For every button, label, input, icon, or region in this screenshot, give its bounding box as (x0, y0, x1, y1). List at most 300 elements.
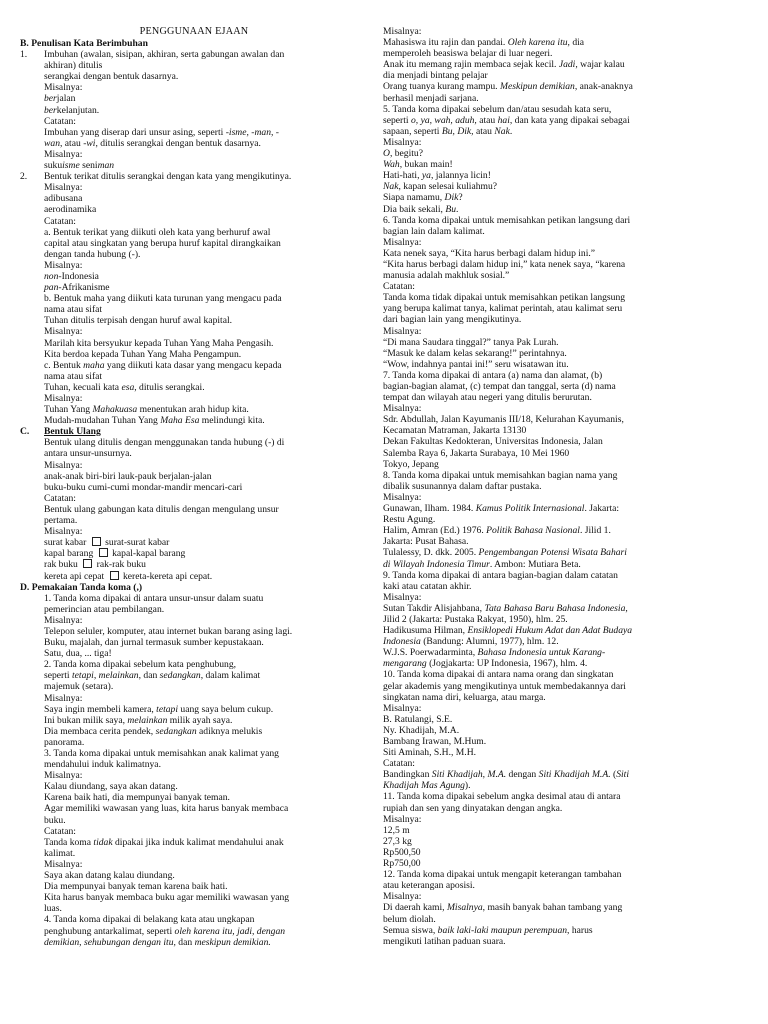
text-line (383, 48, 755, 59)
text-run: Kecamatan Matraman, Jakarta 13130 (383, 425, 527, 437)
text-line (20, 881, 368, 892)
text-run: non (44, 270, 59, 282)
text-line (20, 171, 368, 182)
text-line (20, 726, 368, 737)
text-run: Hati-hati, (383, 170, 422, 182)
text-line (20, 404, 368, 415)
text-run: Kamus Politik Internasional (475, 503, 585, 515)
text-run: Siti Khadijah, M.A. (431, 769, 507, 781)
text-run: aerodinamika (44, 204, 97, 216)
text-line (20, 670, 368, 681)
text-run: ( (610, 769, 617, 781)
text-line (383, 625, 755, 636)
text-run: Bentuk ulang gabungan kata ditulis dengan mengulang unsur (44, 503, 279, 515)
text-line (383, 914, 755, 925)
text-run: dari bagian lain yang mengikutinya. (383, 314, 522, 326)
text-run: Catatan: (44, 115, 76, 127)
text-line (20, 282, 368, 293)
text-run: Rp500,50 (383, 846, 421, 858)
list-marker: C. (20, 426, 30, 438)
text-run: hai (497, 114, 510, 126)
text-run: (Jogjakarta: UP Indonesia, 1967), hlm. 4. (426, 658, 588, 670)
text-run: Saya ingin membeli kamera, (44, 703, 157, 715)
text-run: Ini bukan milik saya, (44, 714, 128, 726)
text-run: baik laki-laki maupun perempuan (437, 924, 568, 936)
text-line (20, 515, 368, 526)
text-run: nama atau sifat (44, 304, 103, 316)
text-line (20, 460, 368, 471)
text-line (383, 769, 755, 780)
text-run: Dia membaca cerita pendek, (44, 725, 156, 737)
text-run: , kapan selesai kuliahmu? (398, 181, 498, 193)
text-run: Mudah-mudahan Tuhan Yang (44, 415, 161, 427)
text-run: Khadijah Mas Agung (383, 780, 465, 792)
text-line (383, 181, 755, 192)
text-run: yang diikuti kata dasar yang mengacu kepada (104, 359, 282, 371)
text-line (383, 858, 755, 869)
text-line (20, 837, 368, 848)
right-column (383, 26, 755, 947)
text-line (383, 869, 755, 880)
text-run: Tulalessy, D. dkk. 2005. (383, 547, 479, 559)
text-run: kapal-kapal barang (109, 548, 186, 560)
text-line (383, 514, 755, 525)
text-line (383, 658, 755, 669)
text-line (20, 504, 368, 515)
box-glyph-icon (83, 559, 92, 568)
page-title (20, 26, 368, 38)
text-line (20, 338, 368, 349)
text-run: Pengembangan Potensi Wisata Bahari (478, 547, 627, 559)
text-run: sedangkan (155, 725, 197, 737)
text-line (383, 93, 755, 104)
text-run: Misalnya: (383, 891, 422, 903)
text-run: tidak (93, 836, 113, 848)
text-run: . Jakarta: (584, 503, 620, 515)
text-run: Tuhan ditulis terpisah dengan huruf awal kapital. (44, 315, 233, 327)
text-line (20, 737, 368, 748)
text-run: demikian, sehubungan dengan itu, (44, 936, 176, 948)
text-run: 1. Tanda koma dipakai di antara unsur-unsur dalam suatu (44, 592, 264, 604)
text-line (20, 138, 368, 149)
text-run: ber (44, 93, 57, 105)
text-run: , wajar kalau (575, 59, 625, 71)
text-run: di Wilayah Indonesia Timur (383, 558, 490, 570)
text-line (383, 303, 755, 314)
text-run: panorama. (44, 736, 85, 748)
text-run: rak-rak buku (94, 559, 146, 571)
text-run: Marilah kita bersyukur kepada Tuhan Yang Maha Pengasih. (44, 337, 274, 349)
text-line (383, 669, 755, 680)
text-line (20, 105, 368, 116)
text-run: , dia (567, 37, 585, 49)
text-line (383, 525, 755, 536)
text-run: a. Bentuk terikat yang diikuti oleh kata yang berhuruf awal (44, 226, 271, 238)
text-line (20, 116, 368, 127)
text-line (383, 536, 755, 547)
text-run: Dia mempunyai banyak teman karena baik hati. (44, 881, 228, 893)
text-run: kaki atau catatan akhir. (383, 580, 472, 592)
text-run: Misalnya: (44, 148, 83, 160)
text-line (20, 127, 368, 138)
text-line (20, 382, 368, 393)
text-run: antara unsur-unsurnya. (44, 448, 132, 460)
text-run: Imbuhan yang diserap dari unsur asing, seperti (44, 126, 226, 138)
text-line (20, 903, 368, 914)
text-line (20, 792, 368, 803)
text-run: oleh karena itu, jadi, dengan (174, 925, 286, 937)
text-line (20, 371, 368, 382)
text-run: , atau (60, 137, 84, 149)
text-run: atau (473, 125, 495, 137)
text-run: Gunawan, Ilham. 1984. (383, 503, 476, 515)
text-run: pan (44, 282, 59, 294)
text-run: esa (121, 381, 135, 393)
text-run: Catatan: (44, 492, 76, 504)
text-run: c. Bentuk (44, 359, 84, 371)
text-run: 8. Tanda koma dipakai untuk memisahkan bagian nama yang (383, 469, 618, 481)
text-run: surat kabar (44, 537, 89, 549)
text-line (383, 204, 755, 215)
text-run: , anak-anaknya (574, 81, 633, 93)
text-run: dan (175, 936, 195, 948)
text-run: tetapi (71, 670, 94, 682)
text-run: Misalnya: (44, 858, 83, 870)
text-line (383, 259, 755, 270)
text-line (20, 193, 368, 204)
text-line (20, 604, 368, 615)
text-line (383, 170, 755, 181)
text-line (383, 314, 755, 325)
text-line (383, 215, 755, 226)
text-run: dia menjadi bintang pelajar (383, 70, 488, 82)
text-run: Catatan: (44, 215, 76, 227)
text-run: 4. Tanda koma dipakai di belakang kata atau ungkapan (44, 914, 255, 926)
text-line (383, 714, 755, 725)
text-run: Misalnya: (44, 326, 83, 338)
text-line (20, 49, 368, 60)
text-run: , ditulis serangkai. (134, 381, 205, 393)
text-run: Jakarta: Pusat Bahasa. (383, 536, 469, 548)
section-heading: Bentuk Ulang (44, 426, 101, 438)
text-line (383, 492, 755, 503)
text-line (383, 348, 755, 359)
text-run: buku-buku cumi-cumi mondar-mandir mencari-cari (44, 481, 243, 493)
text-run: kapal barang (44, 548, 96, 560)
text-line (20, 471, 368, 482)
text-run: Nak (383, 181, 399, 193)
text-line (383, 192, 755, 203)
text-line (20, 249, 368, 260)
text-run: Tanda koma (44, 836, 94, 848)
text-line (383, 681, 755, 692)
text-run: Semua siswa, (383, 924, 438, 936)
text-run: “Kita harus berbagi dalam hidup ini,” kata nenek saya, “karena (383, 258, 626, 270)
text-line (20, 715, 368, 726)
text-run: 5. Tanda koma dipakai sebelum dan/atau sesudah kata seru, (383, 103, 612, 115)
text-line (20, 681, 368, 692)
text-run: Misalnya (446, 902, 483, 914)
text-run: Indonesia (383, 636, 421, 648)
text-run: Misalnya: (383, 136, 422, 148)
text-run: , jalannya licin! (430, 170, 491, 182)
text-line (20, 759, 368, 770)
text-line (383, 448, 755, 459)
text-run: 10. Tanda koma dipakai di antara nama orang dan singkatan (383, 669, 614, 681)
text-run: kelanjutan. (56, 104, 100, 116)
left-column (20, 26, 368, 948)
text-line (383, 270, 755, 281)
text-line (20, 415, 368, 426)
text-line (20, 826, 368, 837)
text-run: , dan (138, 670, 160, 682)
text-run: Bambang Irawan, M.Hum. (383, 736, 487, 747)
text-line (383, 547, 755, 558)
text-run: Mahakuasa (92, 404, 138, 416)
text-run: mengikuti latihan paduan suara. (383, 935, 506, 947)
text-line (20, 293, 368, 304)
text-run: Kita berdoa kepada Tuhan Yang Maha Pengampun. (44, 348, 242, 360)
text-run: Dia baik sekali, (383, 203, 446, 215)
text-run: Siti Khadijah M.A. (538, 769, 611, 781)
text-line (20, 859, 368, 870)
text-run: Ensiklopedi Hukum Adat dan Adat Budaya (467, 625, 633, 637)
text-run: Sdr. Abdullah, Jalan Kayumanis III/18, Kelurahan Kayumanis, (383, 414, 624, 426)
text-run: Misalnya: (383, 491, 422, 503)
text-line (20, 326, 368, 337)
text-run: Catatan: (383, 281, 415, 293)
text-line (383, 614, 755, 625)
text-line (20, 548, 368, 559)
text-run: dibalik susunannya dalam daftar pustaka. (383, 480, 542, 492)
text-run: , masih banyak bahan tambang yang (482, 902, 623, 914)
text-run: Misalnya: (383, 702, 422, 714)
text-run: , bukan main! (399, 159, 453, 171)
text-line (20, 493, 368, 504)
text-run: dengan (506, 769, 539, 781)
text-run: Anak itu memang rajin membaca sejak kecil. (383, 59, 559, 71)
text-line (383, 559, 755, 570)
text-run: Catatan: (383, 758, 415, 770)
text-line (20, 659, 368, 670)
text-run: , (625, 602, 628, 614)
text-run: serangkai dengan bentuk dasarnya. (44, 71, 179, 83)
text-run: Siti (616, 769, 629, 781)
text-line (383, 326, 755, 337)
text-line (383, 248, 755, 259)
text-line (20, 360, 368, 371)
text-line (383, 414, 755, 425)
text-run: Tuhan, kecuali kata (44, 381, 122, 393)
text-line (383, 159, 755, 170)
text-run: Karena baik hati, dia mempunyai banyak teman. (44, 792, 230, 804)
text-line (20, 93, 368, 104)
text-line (383, 891, 755, 902)
text-line (20, 60, 368, 71)
text-run: Dekan Fakultas Kedokteran, Universitas Indonesia, Jalan (383, 436, 603, 448)
text-line (383, 281, 755, 292)
text-line (20, 537, 368, 548)
text-run: Jilid 2 (Jakarta: Pustaka Rakyat, 1950), hlm. 25. (383, 613, 568, 625)
text-line (383, 226, 755, 237)
text-run: O (383, 148, 390, 160)
text-line (383, 403, 755, 414)
text-line (20, 349, 368, 360)
text-run: 12,5 m (383, 824, 410, 836)
text-line (20, 892, 368, 903)
text-line (383, 880, 755, 891)
text-run: 27,3 kg (383, 835, 412, 847)
text-line (383, 791, 755, 802)
text-run: -Afrikanisme (58, 282, 110, 294)
section-heading: B. Penulisan Kata Berimbuhan (20, 38, 148, 49)
text-run: Hadikusuma Hilman, (383, 625, 468, 637)
text-line (20, 216, 368, 227)
text-line (383, 747, 755, 758)
text-line (383, 337, 755, 348)
text-line (383, 814, 755, 825)
text-line (20, 593, 368, 604)
text-run: buku. (44, 814, 66, 826)
text-run: pemerincian atau pembilangan. (44, 603, 165, 615)
text-line (20, 770, 368, 781)
text-run: (Bandung: Alumni, 1977), hlm. 12. (420, 636, 559, 648)
text-run: dipakai jika induk kalimat mendahului anak (112, 836, 284, 848)
text-run: seni (79, 160, 98, 172)
text-line (383, 481, 755, 492)
text-run: 2. Tanda koma dipakai sebelum kata penghubung, (44, 659, 237, 671)
text-line (383, 836, 755, 847)
text-line (383, 470, 755, 481)
text-run: dengan tanda hubung (-). (44, 248, 141, 260)
text-run: Bahasa Indonesia untuk Karang- (477, 647, 606, 659)
text-run: Kalau diundang, saya akan datang. (44, 781, 178, 793)
section-heading: D. Pemakaian Tanda koma (,) (20, 581, 143, 593)
text-line (20, 271, 368, 282)
text-line (20, 482, 368, 493)
text-line (383, 436, 755, 447)
box-glyph-icon (92, 537, 101, 546)
text-run: Nak (494, 125, 510, 137)
text-line (383, 925, 755, 936)
text-line (20, 803, 368, 814)
text-run: 6. Tanda koma dipakai untuk memisahkan petikan langsung dari (383, 214, 631, 226)
text-line (383, 381, 755, 392)
text-run: Misalnya: (383, 325, 422, 337)
text-run: belum diolah. (383, 913, 436, 925)
text-run: Misalnya: (383, 236, 422, 248)
text-run: . (509, 125, 513, 137)
text-run: menentukan arah hidup kita. (137, 404, 249, 416)
text-line (20, 626, 368, 637)
text-run: “Di mana Saudara tinggal?” tanya Pak Lurah. (383, 336, 559, 348)
text-run: Ny. Khadijah, M.A. (383, 724, 460, 736)
text-line (20, 38, 368, 49)
text-line (383, 459, 755, 470)
text-run: 12. Tanda koma dipakai untuk mengapit keterangan tambahan (383, 869, 622, 881)
text-line (20, 914, 368, 925)
text-run: gelar akademis yang mengikutinya untuk membedakannya dari (383, 680, 626, 692)
text-line (20, 926, 368, 937)
text-run: ber (44, 104, 57, 116)
text-run: . (456, 203, 459, 215)
text-run: Tanda koma tidak dipakai untuk memisahkan petikan langsung (383, 292, 626, 304)
text-line (20, 648, 368, 659)
text-line (20, 227, 368, 238)
text-line (20, 238, 368, 249)
text-run: Oleh karena itu (507, 37, 568, 49)
text-run: Restu Agung. (383, 514, 436, 526)
text-line (20, 815, 368, 826)
text-line (383, 803, 755, 814)
text-line (383, 370, 755, 381)
text-run: yang berupa kalimat tanya, kalimat perintah, atau kalimat seru (383, 303, 623, 315)
text-run: seperti (383, 114, 411, 126)
text-run: Satu, dua, ... tiga! (44, 648, 112, 660)
text-run: pertama. (44, 515, 78, 527)
text-run: capital atau singkatan yang berupa huruf kapital dirangkaikan (44, 237, 281, 249)
text-line (383, 503, 755, 514)
text-run: Bentuk ulang ditulis dengan menggunakan tanda hubung (-) di (44, 437, 285, 449)
text-run: adibusana (44, 193, 83, 205)
text-line (383, 847, 755, 858)
text-line (383, 59, 755, 70)
text-line (383, 392, 755, 403)
text-run: 9. Tanda koma dipakai di antara bagian-bagian dalam catatan (383, 569, 618, 581)
text-line (383, 570, 755, 581)
text-run: Misalnya: (383, 403, 422, 415)
text-line (383, 425, 755, 436)
text-line (383, 758, 755, 769)
text-run: , harus (567, 924, 593, 936)
text-run: “Masuk ke dalam kelas sekarang!” perintahnya. (383, 347, 567, 359)
text-run: Kata nenek saya, “Kita harus berbagi dalam hidup ini.” (383, 247, 596, 259)
text-run: , (93, 670, 99, 682)
text-line (20, 82, 368, 93)
text-run: Misalnya: (44, 770, 83, 782)
box-glyph-icon (99, 548, 108, 557)
text-run: ya (421, 170, 431, 182)
text-run: Misalnya: (44, 259, 83, 271)
text-line (383, 237, 755, 248)
text-run: sedangkan (159, 670, 201, 682)
text-run: Misalnya: (383, 26, 422, 37)
text-run: -Indonesia (58, 270, 99, 282)
text-line (20, 160, 368, 171)
text-line (383, 37, 755, 48)
text-run: Sutan Takdir Alisjahbana, (383, 602, 485, 614)
text-run: 3. Tanda koma dipakai untuk memisahkan anak kalimat yang (44, 748, 279, 759)
text-run: “Wow, indahnya pantai ini!” seru wisatawan itu. (383, 358, 569, 370)
text-line (20, 426, 368, 437)
text-run: Telepon seluler, komputer, atau internet bukan barang asing lagi. (44, 625, 293, 637)
text-run: rak buku (44, 559, 81, 571)
text-run: anak-anak biri-biri lauk-pauk berjalan-jalan (44, 470, 212, 482)
text-run: bagian-bagian alamat, (c) tempat dan tanggal, serta (d) nama (383, 381, 616, 392)
text-line (383, 725, 755, 736)
text-run: luas. (44, 903, 62, 915)
text-run: melindungi kita. (199, 415, 265, 427)
text-run: tempat dan wilayah atau negeri yang ditulis berurutan. (383, 392, 592, 404)
text-run: Siapa namamu, (383, 192, 445, 204)
text-run: Tuhan Yang (44, 404, 93, 416)
text-line (20, 304, 368, 315)
text-run: Politik Bahasa Nasional (486, 525, 580, 537)
text-run: B. Ratulangi, S.E. (383, 713, 453, 725)
text-run: Salemba Raya 6, Jakarta Surabaya, 10 Mei 1960 (383, 447, 570, 459)
text-run: . Ambon: Mutiara Beta. (489, 558, 581, 570)
text-run: kereta api cepat (44, 570, 107, 582)
